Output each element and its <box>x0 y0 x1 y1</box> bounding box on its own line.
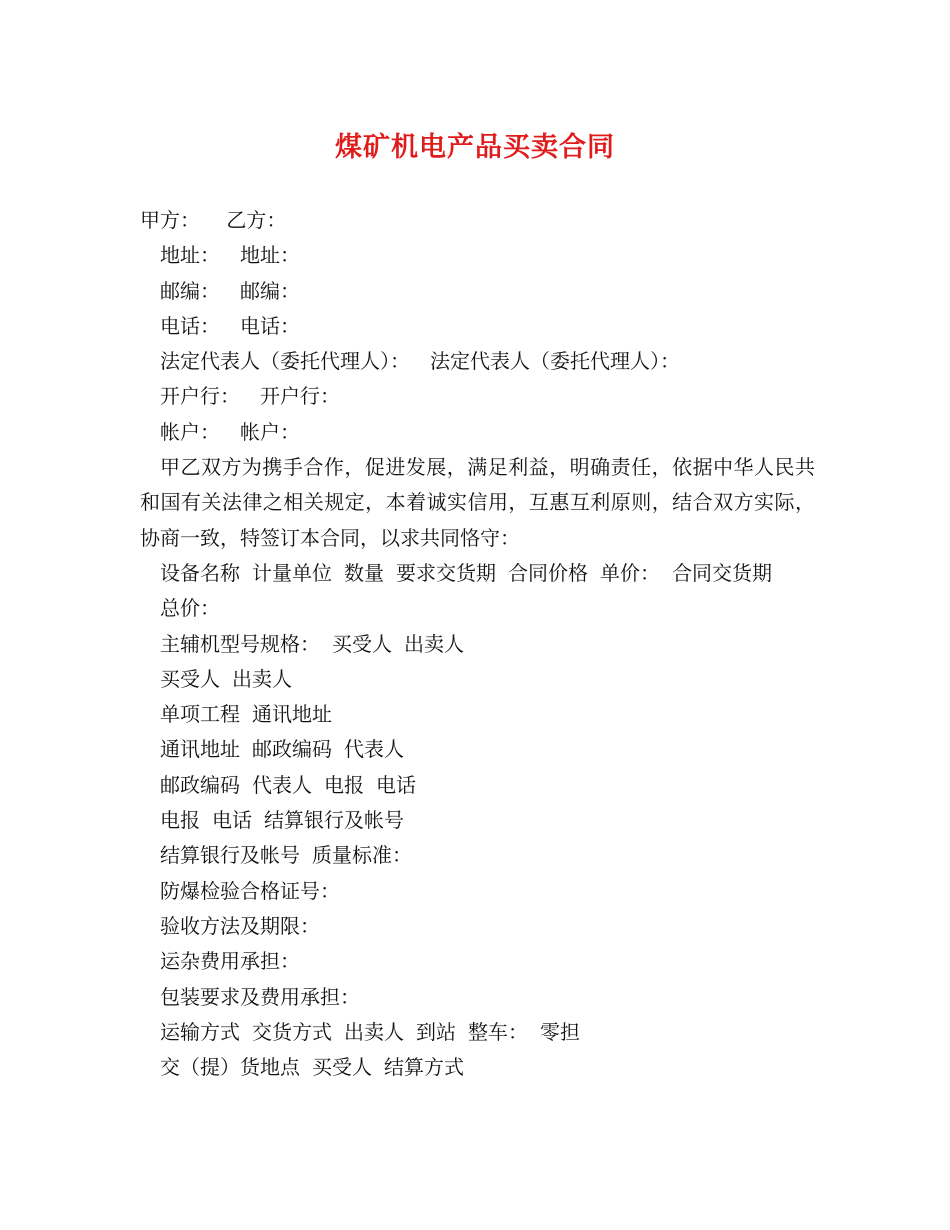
table-cell: 验收方法及期限： <box>160 913 320 938</box>
parties-line <box>140 203 815 238</box>
field-b: 法定代表人（委托代理人）： <box>430 349 680 374</box>
table-cell: 代表人 <box>252 772 312 797</box>
table-cell: 交（提）货地点 <box>160 1055 300 1080</box>
table-cell: 主辅机型号规格： <box>160 631 320 656</box>
table-cell: 通讯地址 <box>252 702 332 727</box>
table-cell: 防爆检验合格证号： <box>160 878 340 903</box>
table-line <box>140 627 815 662</box>
table-line <box>140 662 815 697</box>
field-a: 邮编： <box>160 278 220 303</box>
table-line <box>140 838 815 873</box>
table-cell: 邮政编码 <box>252 737 332 762</box>
field-b: 帐户： <box>240 419 300 444</box>
table-cell: 单项工程 <box>160 702 240 727</box>
table-cell: 出卖人 <box>404 631 464 656</box>
table-cell: 包装要求及费用承担： <box>160 984 360 1009</box>
document-body <box>140 203 815 1085</box>
table-cell: 买受人 <box>160 666 220 691</box>
table-cell: 买受人 <box>332 631 392 656</box>
table-cell: 单价： <box>600 560 660 585</box>
field-b: 电话： <box>240 313 300 338</box>
table-cell: 合同交货期 <box>672 560 772 585</box>
table-cell: 电报 <box>324 772 364 797</box>
table-cell: 运输方式 <box>160 1019 240 1044</box>
table-cell: 电话 <box>376 772 416 797</box>
field-line <box>140 415 815 450</box>
field-b: 开户行： <box>260 384 340 409</box>
table-cell: 总价： <box>160 596 220 621</box>
table-line <box>140 944 815 979</box>
table-line <box>140 803 815 838</box>
field-a: 开户行： <box>160 384 240 409</box>
field-a: 地址： <box>160 243 220 268</box>
table-line <box>140 697 815 732</box>
field-line <box>140 344 815 379</box>
preamble-paragraph: 甲乙双方为携手合作，促进发展，满足利益，明确责任，依据中华人民共和国有关法律之相关规定，本着诚实信用，互惠互利原则，结合双方实际，协商一致，特签订本合同，以求共同恪守： <box>140 455 815 550</box>
table-line <box>140 732 815 767</box>
table-cell: 结算银行及帐号 <box>160 843 300 868</box>
table-cell: 结算方式 <box>384 1055 464 1080</box>
field-b: 邮编： <box>240 278 300 303</box>
field-a: 电话： <box>160 313 220 338</box>
field-a: 法定代表人（委托代理人）： <box>160 349 410 374</box>
table-line <box>140 768 815 803</box>
table-line <box>140 591 815 626</box>
table-cell: 出卖人 <box>344 1019 404 1044</box>
table-cell: 整车： <box>468 1019 528 1044</box>
document-title: 煤矿机电产品买卖合同 <box>335 132 615 163</box>
table-cell: 合同价格 <box>508 560 588 585</box>
field-line <box>140 274 815 309</box>
table-line <box>140 874 815 909</box>
table-line <box>140 556 815 591</box>
table-cell: 零担 <box>540 1019 580 1044</box>
table-line <box>140 1015 815 1050</box>
table-cell: 运杂费用承担： <box>160 949 300 974</box>
table-cell: 交货方式 <box>252 1019 332 1044</box>
table-cell: 要求交货期 <box>396 560 496 585</box>
party-a-label: 甲方： <box>140 208 200 232</box>
table-line <box>140 909 815 944</box>
table-cell: 计量单位 <box>252 560 332 585</box>
table-cell: 结算银行及帐号 <box>264 808 404 833</box>
table-cell: 电报 <box>160 808 200 833</box>
field-a: 帐户： <box>160 419 220 444</box>
field-line <box>140 309 815 344</box>
party-b-label: 乙方： <box>226 208 287 232</box>
field-line <box>140 379 815 414</box>
table-line <box>140 1050 815 1085</box>
field-b: 地址： <box>240 243 300 268</box>
table-cell: 代表人 <box>344 737 404 762</box>
table-line <box>140 980 815 1015</box>
table-cell: 通讯地址 <box>160 737 240 762</box>
table-cell: 到站 <box>416 1019 456 1044</box>
table-cell: 设备名称 <box>160 560 240 585</box>
table-cell: 出卖人 <box>232 666 292 691</box>
table-cell: 电话 <box>212 808 252 833</box>
table-cell: 数量 <box>344 560 384 585</box>
field-line <box>140 238 815 273</box>
table-cell: 邮政编码 <box>160 772 240 797</box>
table-cell: 质量标准： <box>312 843 412 868</box>
table-cell: 买受人 <box>312 1055 372 1080</box>
